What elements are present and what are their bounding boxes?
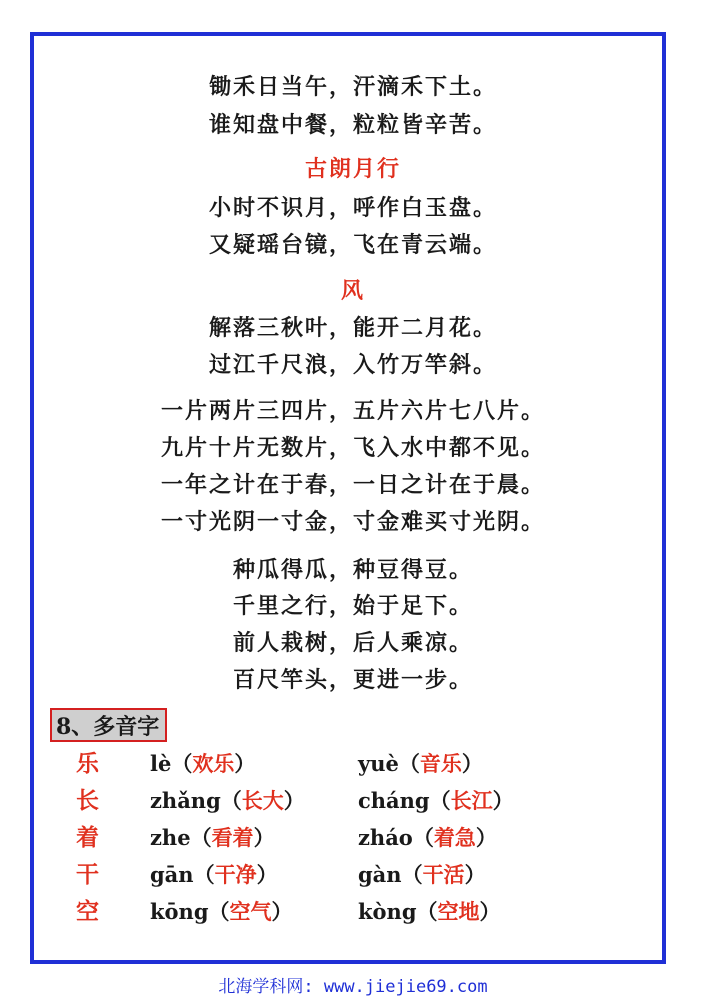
poem-line: 又疑瑶台镜，飞在青云端。 [208, 232, 497, 258]
reading-b: cháng（长江） [358, 788, 514, 813]
example-word: 音乐 [419, 751, 462, 776]
reading-a: lè（欢乐） [150, 751, 256, 776]
poem-line: 过江千尺浪，入竹万竿斜。 [208, 352, 497, 378]
polyphone-row [0, 896, 706, 928]
pinyin: gān [150, 862, 194, 887]
verse-line: 一年之计在于春，一日之计在于晨。 [160, 472, 545, 498]
example-word: 长大 [241, 788, 284, 813]
pinyin: lè [150, 751, 172, 776]
example-word: 长江 [450, 788, 493, 813]
example-word: 看着 [211, 825, 254, 850]
footer-watermark: 北海学科网: www.jiejie69.com [218, 977, 488, 997]
poem-line: 小时不识月，呼作白玉盘。 [208, 195, 497, 221]
example-word: 着急 [433, 825, 476, 850]
poem-line: 锄禾日当午，汗滴禾下土。 [208, 74, 497, 100]
verse-line: 一片两片三四片，五片六片七八片。 [160, 398, 545, 424]
polyphone-char: 长 [76, 787, 99, 814]
pinyin: zhe [150, 825, 191, 850]
poem-line: 谁知盘中餐，粒粒皆辛苦。 [208, 112, 497, 138]
proverb-line: 种瓜得瓜，种豆得豆。 [232, 557, 473, 583]
poem-title: 风 [340, 278, 365, 304]
example-word: 干净 [214, 862, 257, 887]
proverb-line: 千里之行，始于足下。 [232, 593, 473, 619]
poem-line: 解落三秋叶，能开二月花。 [208, 315, 497, 341]
pinyin: cháng [358, 788, 430, 813]
pinyin: zháo [358, 825, 413, 850]
example-word: 空气 [229, 899, 272, 924]
reading-a: gān（干净） [150, 862, 278, 887]
polyphone-row [0, 748, 706, 780]
polyphone-char: 乐 [76, 750, 99, 777]
polyphone-char: 着 [76, 824, 99, 851]
proverb-line: 百尺竿头，更进一步。 [232, 667, 473, 693]
pinyin: kōng [150, 899, 209, 924]
polyphone-row [0, 859, 706, 891]
polyphone-row [0, 822, 706, 854]
reading-a: kōng（空气） [150, 899, 293, 924]
section-heading: 8、多音字 [50, 708, 167, 742]
pinyin: zhǎng [150, 788, 221, 813]
example-word: 空地 [437, 899, 480, 924]
example-word: 欢乐 [192, 751, 235, 776]
reading-b: zháo（着急） [358, 825, 497, 850]
proverb-line: 前人栽树，后人乘凉。 [232, 630, 473, 656]
pinyin: kòng [358, 899, 417, 924]
reading-a: zhe（看着） [150, 825, 275, 850]
polyphone-char: 空 [76, 898, 99, 925]
pinyin: gàn [358, 862, 402, 887]
reading-b: kòng（空地） [358, 899, 501, 924]
reading-a: zhǎng（长大） [150, 788, 305, 813]
pinyin: yuè [358, 751, 399, 776]
verse-line: 九片十片无数片，飞入水中都不见。 [160, 435, 545, 461]
poem-title: 古朗月行 [304, 156, 401, 182]
reading-b: gàn（干活） [358, 862, 486, 887]
verse-line: 一寸光阴一寸金，寸金难买寸光阴。 [160, 509, 545, 535]
example-word: 干活 [422, 862, 465, 887]
polyphone-char: 干 [76, 861, 99, 888]
reading-b: yuè（音乐） [358, 751, 483, 776]
polyphone-row [0, 785, 706, 817]
